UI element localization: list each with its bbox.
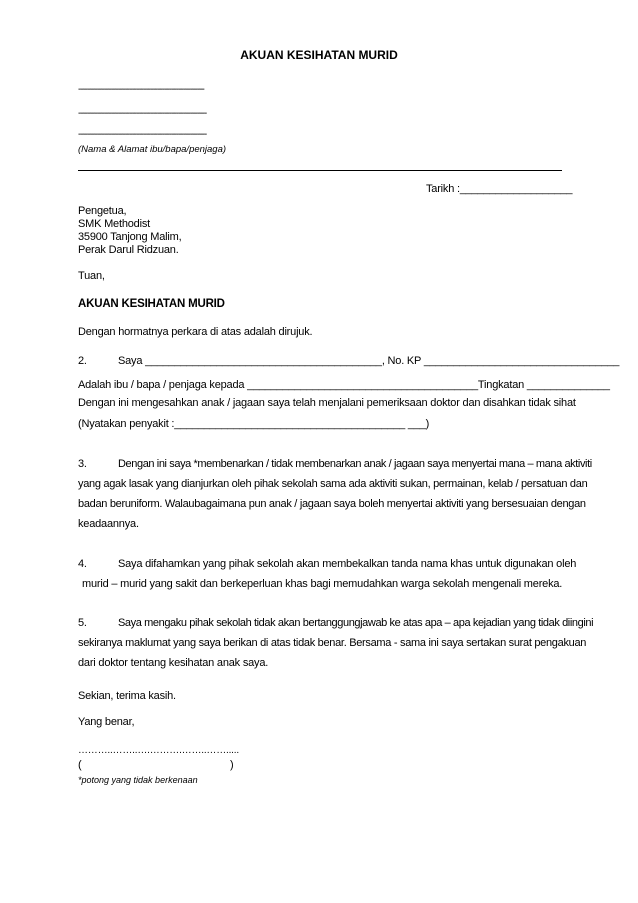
recipient-line-3: 35900 Tanjong Malim, — [78, 231, 182, 243]
signature-dots: ………..……..….……….……..……..... — [78, 745, 239, 756]
salutation: Tuan, — [78, 270, 105, 282]
para3-line-3: badan beruniform. Walaubagaimana pun anak / jagaan saya boleh menyertai aktiviti yang bersesuaian dengan — [78, 498, 586, 510]
recipient-line-2: SMK Methodist — [78, 218, 150, 230]
sender-line-1: ------------------------------------------------------ — [78, 84, 204, 95]
para5-line-2: sekiranya maklumat yang saya berikan di atas tidak benar. Bersama - sama ini saya sertakan surat pengakuan — [78, 637, 587, 649]
para2-line-2: Adalah ibu / bapa / penjaga kepada _______________________________________Tingkatan ______________ — [78, 379, 610, 391]
para5-line-3: dari doktor tentang kesihatan anak saya. — [78, 657, 269, 669]
para4-number: 4. — [78, 558, 87, 570]
footnote: *potong yang tidak berkenaan — [78, 775, 198, 785]
para3-number: 3. — [78, 458, 87, 470]
para4-line-2: murid – murid yang sakit dan berkeperluan khas bagi memudahkan warga sekolah mengenali mereka. — [82, 578, 563, 590]
para3-line-1: Dengan ini saya *membenarkan / tidak membenarkan anak / jagaan saya menyertai mana – mana aktiviti — [118, 458, 592, 470]
para3-line-4: keadaannya. — [78, 518, 139, 530]
para3-line-2: yang agak lasak yang dianjurkan oleh pihak sekolah sama ada aktiviti sukan, permainan, kelab / persatuan dan — [78, 478, 588, 490]
letter-heading: AKUAN KESIHATAN MURID — [78, 298, 225, 310]
para5-number: 5. — [78, 617, 87, 629]
sender-line-3: ------------------------------------------------------- — [78, 129, 207, 140]
para5-line-1: Saya mengaku pihak sekolah tidak akan bertanggungjawab ke atas apa – apa kejadian yang tidak diingini — [118, 617, 594, 629]
intro-text: Dengan hormatnya perkara di atas adalah dirujuk. — [78, 326, 313, 338]
para2-line-4: (Nyatakan penyakit :_______________________________________ ___) — [78, 418, 430, 430]
sender-line-2: ------------------------------------------------------- — [78, 108, 207, 119]
closing-text: Sekian, terima kasih. — [78, 690, 176, 702]
recipient-line-4: Perak Darul Ridzuan. — [78, 244, 179, 256]
para2-number: 2. — [78, 355, 87, 367]
para4-line-1: Saya difahamkan yang pihak sekolah akan membekalkan tanda nama khas untuk digunakan oleh — [118, 558, 577, 570]
signature-paren-close: ) — [230, 759, 234, 771]
sign-off-text: Yang benar, — [78, 716, 135, 728]
recipient-line-1: Pengetua, — [78, 205, 127, 217]
para2-line-3: Dengan ini mengesahkan anak / jagaan saya telah menjalani pemeriksaan doktor dan disahkan tidak sihat — [78, 397, 576, 409]
document-title: AKUAN KESIHATAN MURID — [240, 48, 398, 62]
para2-line-1: Saya ________________________________________, No. KP _________________________________ — [118, 355, 620, 367]
sender-caption: (Nama & Alamat ibu/bapa/penjaga) — [78, 144, 227, 155]
signature-paren-open: ( — [78, 759, 82, 771]
divider-line — [78, 170, 562, 171]
date-line: Tarikh :___________________ — [426, 183, 573, 195]
